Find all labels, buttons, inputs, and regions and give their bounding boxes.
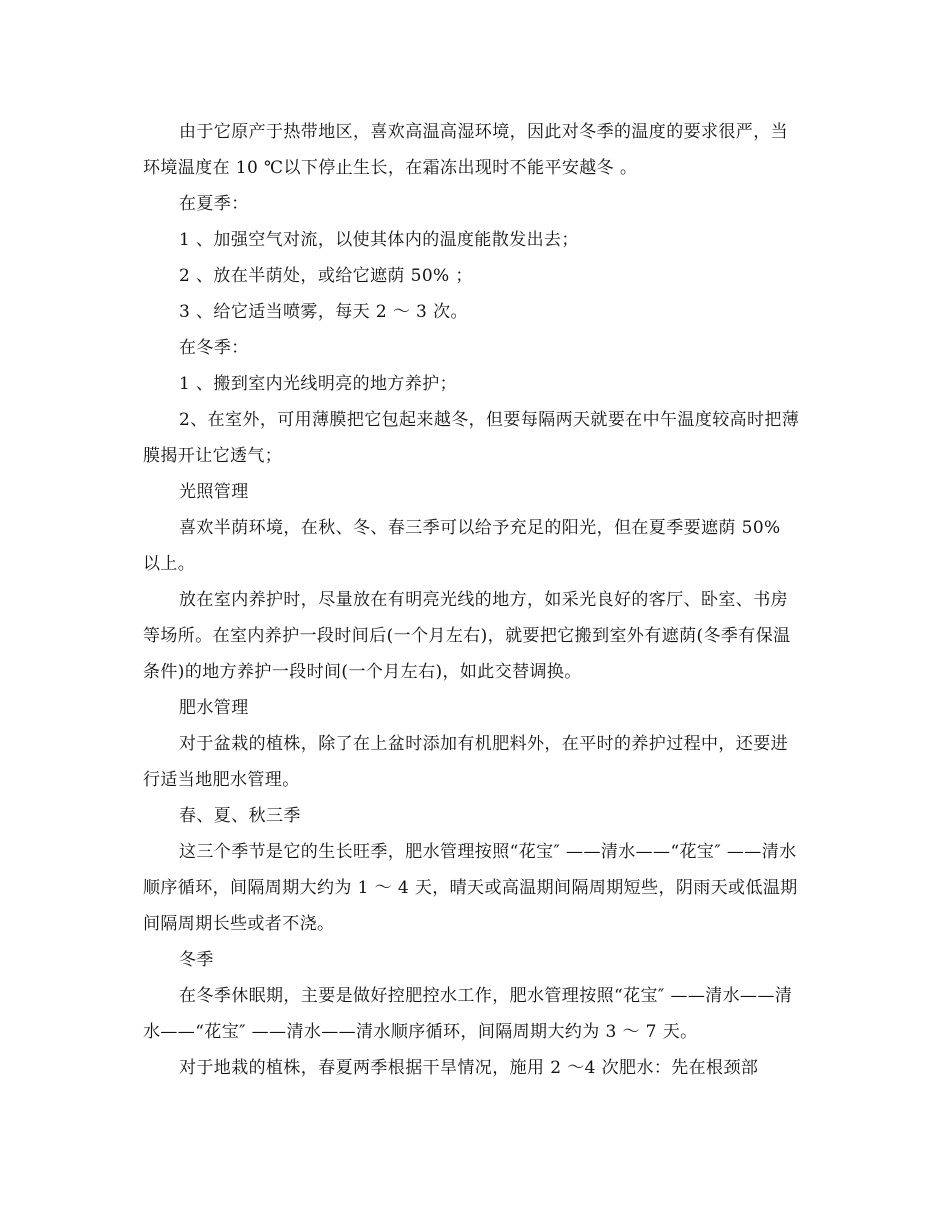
paragraph-growing-season: 这三个季节是它的生长旺季，肥水管理按照“花宝″ ——清水——“花宝″ ——清水顺序循环，间隔周期大约为 1 ～ 4 天，晴天或高温期间隔周期短些，阴雨天或低温期间隔周期长些或者不浇。: [143, 842, 798, 934]
summer-item-2: 2 、放在半荫处，或给它遮荫 50% ；: [179, 266, 473, 286]
paragraph-fertilizer-intro: 对于盆栽的植株，除了在上盆时添加有机肥料外，在平时的养护过程中，还要进行适当地肥水管理。: [143, 734, 788, 790]
heading-winter-season: 冬季: [179, 950, 214, 970]
winter-item-1: 1 、搬到室内光线明亮的地方养护；: [179, 374, 458, 394]
winter-item-2: 2、在室外，可用薄膜把它包起来越冬，但要每隔两天就要在中午温度较高时把薄膜揭开让它透气；: [143, 410, 800, 466]
paragraph-temperature-intro: 由于它原产于热带地区，喜欢高温高湿环境，因此对冬季的温度的要求很严，当环境温度在 10 ℃以下停止生长，在霜冻出现时不能平安越冬 。: [143, 122, 788, 178]
heading-fertilizer-management: 肥水管理: [179, 698, 249, 718]
heading-winter: 在冬季：: [179, 338, 249, 358]
paragraph-ground-planting: 对于地栽的植株，春夏两季根据干旱情况，施用 2 ～4 次肥水：先在根颈部: [179, 1058, 759, 1078]
heading-summer: 在夏季：: [179, 194, 249, 214]
paragraph-light-1: 喜欢半荫环境，在秋、冬、春三季可以给予充足的阳光，但在夏季要遮荫 50% 以上。: [143, 518, 781, 574]
summer-item-1: 1 、加强空气对流，以使其体内的温度能散发出去；: [179, 230, 579, 250]
document-body: [143, 114, 803, 1086]
paragraph-light-2: 放在室内养护时，尽量放在有明亮光线的地方，如采光良好的客厅、卧室、书房等场所。在室内养护一段时间后(一个月左右)，就要把它搬到室外有遮荫(冬季有保温条件)的地方养护一段时间(一个月左右)，如此交替调换。: [143, 590, 791, 682]
summer-item-3: 3 、给它适当喷雾，每天 2 ～ 3 次。: [179, 302, 468, 322]
heading-light-management: 光照管理: [179, 482, 249, 502]
paragraph-dormancy: 在冬季休眠期，主要是做好控肥控水工作，肥水管理按照“花宝″ ——清水——清水——“花宝″ ——清水——清水顺序循环，间隔周期大约为 3 ～ 7 天。: [143, 986, 793, 1042]
heading-spring-summer-autumn: 春、夏、秋三季: [179, 806, 301, 826]
